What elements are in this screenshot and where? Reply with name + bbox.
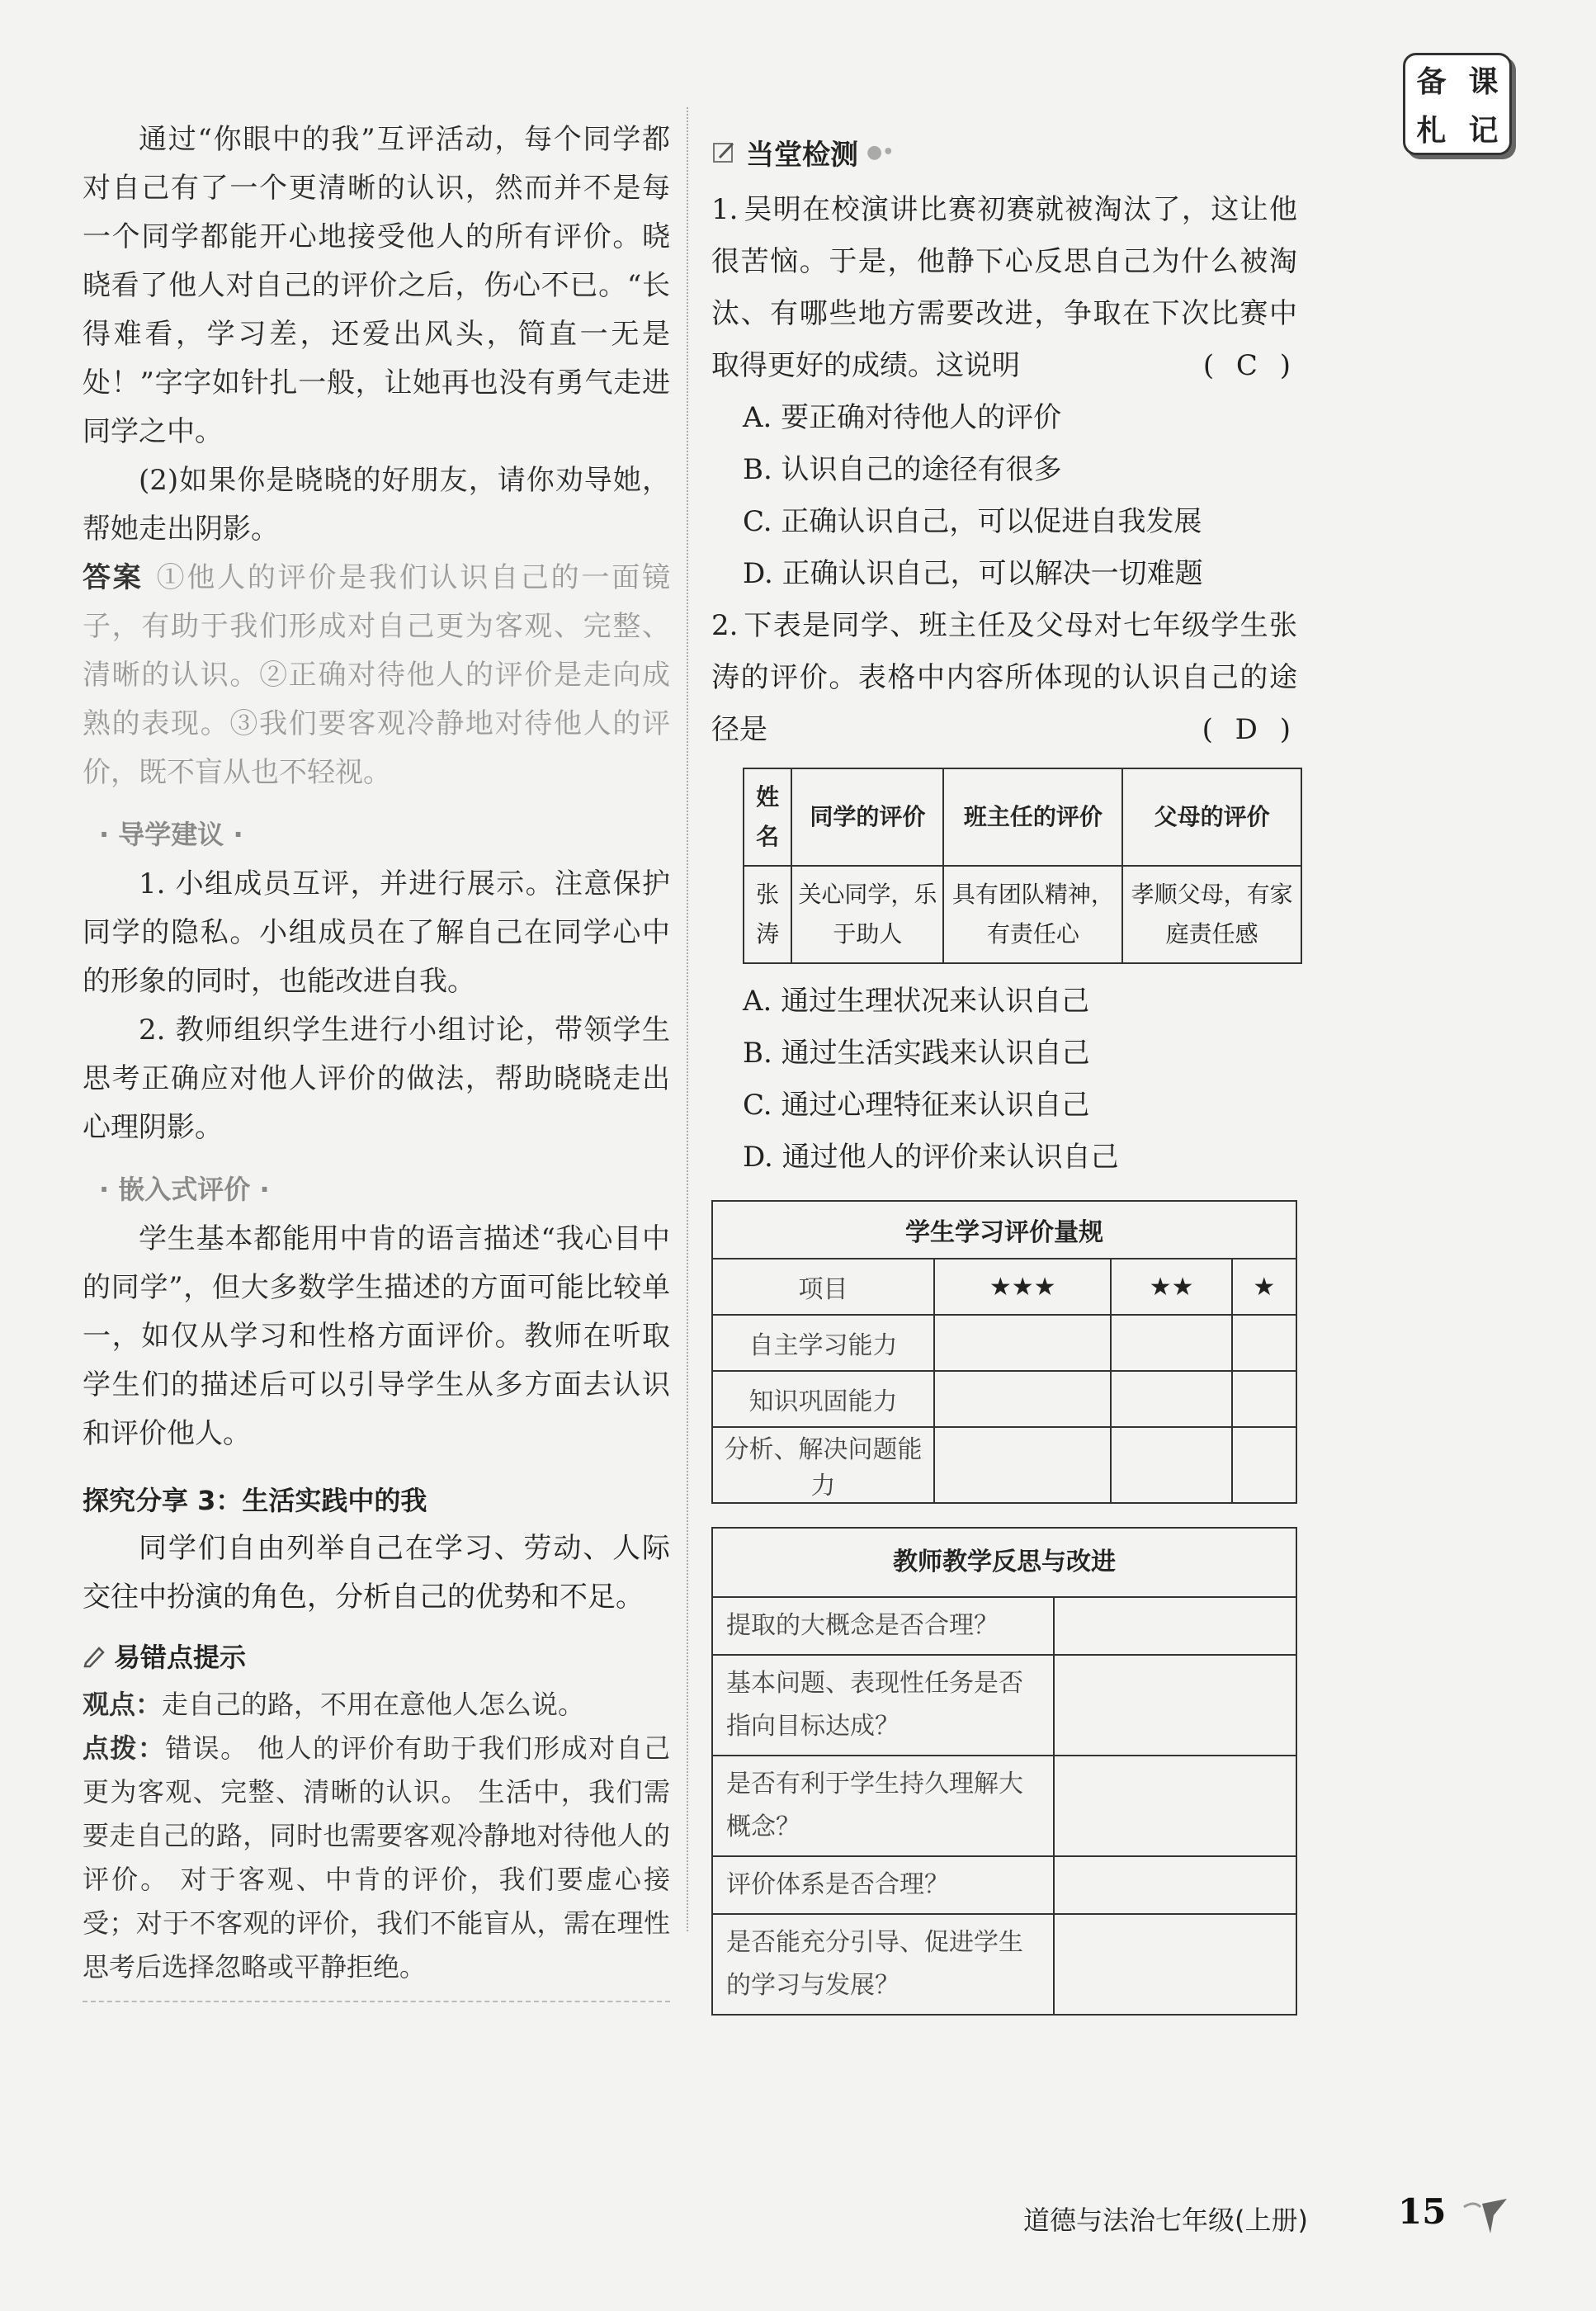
evaluation-table bbox=[743, 768, 1302, 964]
rubric-item: 知识巩固能力 bbox=[712, 1371, 934, 1427]
edit-icon bbox=[711, 139, 738, 166]
question-2: (2)如果你是晓晓的好朋友，请你劝导她，帮她走出阴影。 bbox=[83, 464, 670, 546]
reflection-cell[interactable] bbox=[1054, 1655, 1296, 1756]
view-line bbox=[83, 1683, 670, 1727]
reflection-title: 教师教学反思与改进 bbox=[712, 1528, 1296, 1597]
rubric-table bbox=[711, 1200, 1297, 1504]
rubric-cell[interactable] bbox=[1111, 1427, 1231, 1503]
guide-item-2: 2. 教师组织学生进行小组讨论，带领学生思考正确应对他人评价的做法，帮助晓晓走出心理阴影。 bbox=[83, 1014, 670, 1144]
question-1-answer: ( C ) bbox=[1202, 349, 1297, 382]
right-column bbox=[711, 132, 1297, 2016]
page-number: 15 bbox=[1398, 2191, 1447, 2232]
guide-title: · 导学建议 · bbox=[99, 819, 243, 850]
rubric-cell[interactable] bbox=[934, 1371, 1111, 1427]
table-row bbox=[712, 1371, 1296, 1427]
rubric-item: 分析、解决问题能力 bbox=[712, 1427, 934, 1503]
reflection-question: 基本问题、表现性任务是否指向目标达成？ bbox=[712, 1655, 1054, 1756]
question-1-option: D. 正确认识自己，可以解决一切难题 bbox=[743, 557, 1203, 590]
explore-title: 探究分享 3：生活实践中的我 bbox=[83, 1485, 427, 1516]
table-row bbox=[712, 1914, 1296, 2015]
badge-char: 记 bbox=[1468, 114, 1499, 148]
embed-eval-title: · 嵌入式评价 · bbox=[99, 1174, 270, 1205]
rubric-title: 学生学习评价量规 bbox=[712, 1201, 1296, 1259]
table-row bbox=[712, 1655, 1296, 1756]
question-1-option: C. 正确认识自己，可以促进自我发展 bbox=[743, 505, 1202, 538]
mistake-tip-title: 易错点提示 bbox=[114, 1642, 247, 1673]
rubric-cell[interactable] bbox=[1111, 1371, 1231, 1427]
book-title: 道德与法治七年级(上册) bbox=[1023, 2205, 1308, 2236]
question-2-answer: ( D ) bbox=[1202, 713, 1297, 746]
reflection-question: 是否有利于学生持久理解大概念？ bbox=[712, 1756, 1054, 1856]
hint-label: 点拨： bbox=[83, 1732, 166, 1764]
reflection-cell[interactable] bbox=[1054, 1597, 1296, 1655]
table-row bbox=[712, 1856, 1296, 1914]
table-row bbox=[712, 1427, 1296, 1503]
dots-decoration: ●• bbox=[866, 142, 895, 163]
question-1 bbox=[711, 184, 1297, 600]
mistake-tip-header bbox=[83, 1637, 670, 1675]
table-row bbox=[712, 1315, 1296, 1371]
answer-text: ①他人的评价是我们认识自己的一面镜子，有助于我们形成对自己更为客观、完整、清晰的认识。②正确对待他人的评价是走向成熟的表现。③我们要客观冷静地对待他人的评价，既不盲从也不轻视。 bbox=[83, 561, 671, 789]
table-header-row bbox=[744, 768, 1301, 866]
question-1-option: B. 认识自己的途径有很多 bbox=[743, 453, 1062, 486]
table-cell: 关心同学，乐于助人 bbox=[791, 866, 943, 963]
explore-text: 同学们自由列举自己在学习、劳动、人际交往中扮演的角色，分析自己的优势和不足。 bbox=[83, 1532, 670, 1614]
in-class-test-title: 当堂检测 bbox=[746, 139, 858, 172]
question-1-stem bbox=[711, 184, 1297, 392]
guide-item-1: 1. 小组成员互评，并进行展示。注意保护同学的隐私。小组成员在了解自己在同学心中的形象的同时，也能改进自我。 bbox=[83, 867, 670, 998]
rubric-header: ★★★ bbox=[934, 1259, 1111, 1315]
badge-char: 备 bbox=[1416, 65, 1447, 99]
reflection-cell[interactable] bbox=[1054, 1756, 1296, 1856]
rubric-item: 自主学习能力 bbox=[712, 1315, 934, 1371]
column-divider bbox=[687, 107, 688, 1931]
leaf-icon bbox=[1461, 2195, 1510, 2237]
rubric-header: ★ bbox=[1232, 1259, 1296, 1315]
table-header: 父母的评价 bbox=[1122, 768, 1301, 866]
table-header: 班主任的评价 bbox=[943, 768, 1122, 866]
table-row bbox=[712, 1597, 1296, 1655]
badge-char: 课 bbox=[1468, 65, 1499, 99]
question-1-number: 1. bbox=[711, 193, 739, 226]
table-cell: 具有团队精神，有责任心 bbox=[943, 866, 1122, 963]
table-header: 同学的评价 bbox=[791, 768, 943, 866]
question-2-stem bbox=[711, 600, 1297, 756]
embed-eval-text: 学生基本都能用中肯的语言描述“我心目中的同学”，但大多数学生描述的方面可能比较单一，如仅从学习和性格方面评价。教师在听取学生们的描述后可以引导学生从多方面去认识和评价他人。 bbox=[83, 1222, 670, 1450]
rubric-header: ★★ bbox=[1111, 1259, 1231, 1315]
question-2 bbox=[711, 600, 1297, 1184]
question-1-text: 吴明在校演讲比赛初赛就被淘汰了，这让他很苦恼。于是，他静下心反思自己为什么被淘汰、有哪些地方需要改进，争取在下次比赛中取得更好的成绩。这说明 bbox=[711, 193, 1297, 382]
question-2-option: D. 通过他人的评价来认识自己 bbox=[743, 1141, 1119, 1174]
question-2-option: B. 通过生活实践来认识自己 bbox=[743, 1037, 1090, 1070]
mistake-tip-box bbox=[83, 1637, 670, 2002]
reflection-table bbox=[711, 1527, 1297, 2016]
hint-block bbox=[83, 1727, 670, 1989]
rubric-cell[interactable] bbox=[934, 1427, 1111, 1503]
rubric-cell[interactable] bbox=[1232, 1371, 1296, 1427]
left-column bbox=[83, 116, 670, 2002]
lesson-notes-badge bbox=[1403, 53, 1512, 155]
rubric-cell[interactable] bbox=[1111, 1315, 1231, 1371]
reflection-cell[interactable] bbox=[1054, 1914, 1296, 2015]
rubric-cell[interactable] bbox=[1232, 1427, 1296, 1503]
rubric-cell[interactable] bbox=[934, 1315, 1111, 1371]
question-2-option: A. 通过生理状况来认识自己 bbox=[743, 985, 1090, 1018]
answer-label: 答案 bbox=[83, 561, 144, 594]
reflection-cell[interactable] bbox=[1054, 1856, 1296, 1914]
hint-text: 错误。 他人的评价有助于我们形成对自己更为客观、完整、清晰的认识。 生活中，我们需要走自己的路，同时也需要客观冷静地对待他人的评价。 对于客观、中肯的评价，我们要虚心接受；对于不客观的评价，我们不能盲从，需在理性思考后选择忽略或平静拒绝。 bbox=[83, 1732, 670, 1983]
intro-paragraph: 通过“你眼中的我”互评活动，每个同学都对自己有了一个更清晰的认识，然而并不是每一个同学都能开心地接受他人的所有评价。晓晓看了他人对自己的评价之后，伤心不已。“长得难看，学习差，还爱出风头，简直一无是处！”字字如针扎一般，让她再也没有勇气走进同学之中。 bbox=[83, 123, 670, 448]
table-row bbox=[744, 866, 1301, 963]
table-header: 姓名 bbox=[744, 768, 791, 866]
answer-block bbox=[83, 554, 670, 797]
table-cell: 张涛 bbox=[744, 866, 791, 963]
table-cell: 孝顺父母，有家庭责任感 bbox=[1122, 866, 1301, 963]
question-2-text: 下表是同学、班主任及父母对七年级学生张涛的评价。表格中内容所体现的认识自己的途径是 bbox=[711, 609, 1297, 746]
question-2-option: C. 通过心理特征来认识自己 bbox=[743, 1089, 1090, 1122]
view-text: 走自己的路，不用在意他人怎么说。 bbox=[162, 1689, 585, 1720]
rubric-header: 项目 bbox=[712, 1259, 934, 1315]
rubric-cell[interactable] bbox=[1232, 1315, 1296, 1371]
question-1-option: A. 要正确对待他人的评价 bbox=[743, 401, 1062, 434]
reflection-question: 是否能充分引导、促进学生的学习与发展？ bbox=[712, 1914, 1054, 2015]
reflection-question: 提取的大概念是否合理？ bbox=[712, 1597, 1054, 1655]
pencil-icon bbox=[83, 1643, 107, 1668]
rubric-header-row bbox=[712, 1259, 1296, 1315]
table-row bbox=[712, 1756, 1296, 1856]
view-label: 观点： bbox=[83, 1689, 163, 1720]
reflection-question: 评价体系是否合理？ bbox=[712, 1856, 1054, 1914]
question-2-number: 2. bbox=[711, 609, 739, 642]
badge-char: 札 bbox=[1416, 114, 1447, 148]
in-class-test-header bbox=[711, 132, 1297, 172]
